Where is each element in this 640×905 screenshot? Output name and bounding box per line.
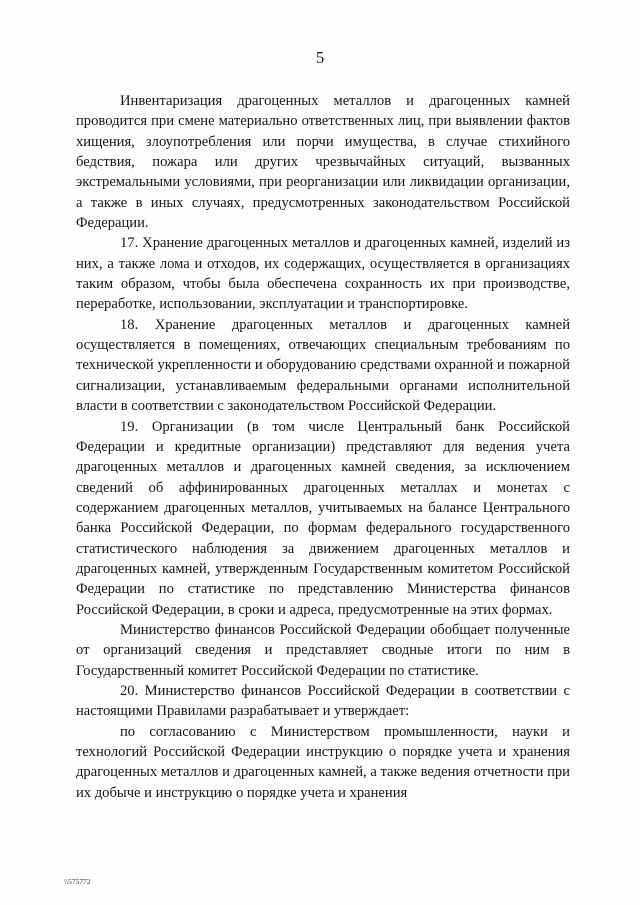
page-number: 5 bbox=[315, 48, 325, 67]
paragraph-17: 17. Хранение драгоценных металлов и драгоценных камней, изделий из них, а также лома и отходов, их содержащих, осуществляется в организациях таким образом, чтобы была обеспечена сохранность их при производстве, переработке, использовании, эксплуатации и транспортировке. bbox=[76, 235, 570, 313]
document-code: \\575772 bbox=[64, 877, 91, 886]
paragraph-19: 19. Организации (в том числе Центральный банк Российской Федерации и кредитные организации) представляют для ведения учета драгоценных металлов и драгоценных камней сведения, за исключением сведений об аффинированных драгоценных металлах и монетах с содержанием драгоценных металлов, учитываемых на балансе Центрального банка Российской Федерации, по формам федерального государственного статистического наблюдения за движением драгоценных металлов и драгоценных камней, утвержденным Государственным комитетом Российской Федерации по статистике по представлению Министерства финансов Российской Федерации, в сроки и адреса, предусмотренные на этих формах. bbox=[76, 418, 570, 618]
paragraph-ministry-summary: Министерство финансов Российской Федерации обобщает полученные от организаций сведения и представляет сводные итоги по ним в Государственный комитет Российской Федерации по статистике. bbox=[76, 621, 570, 679]
paragraph-20: 20. Министерство финансов Российской Федерации в соответствии с настоящими Правилами разрабатывает и утверждает: bbox=[76, 682, 570, 720]
paragraph-inventory: Инвентаризация драгоценных металлов и драгоценных камней проводится при смене материально ответственных лиц, при выявлении фактов хищения, злоупотребления или порчи имущества, в случае стихийного бедствия, пожара или других чрезвычайных ситуаций, вызванных экстремальными условиями, при реорганизации или ликвидации организации, а также в иных случаях, предусмотренных законодательством Российской Федерации. bbox=[76, 93, 570, 232]
paragraph-18: 18. Хранение драгоценных металлов и драгоценных камней осуществляется в помещениях, отвечающих специальным требованиям по технической укрепленности и оборудованию средствами охранной и пожарной сигнализации, устанавливаемым федеральными органами исполнительной власти в соответствии с законодательством Российской Федерации. bbox=[76, 316, 570, 415]
paragraph-20-item: по согласованию с Министерством промышленности, науки и технологий Российской Федерации инструкцию о порядке учета и хранения драгоценных металлов и драгоценных камней, а также ведения отчетности при их добыче и инструкцию о порядке учета и хранения bbox=[76, 723, 570, 801]
document-body bbox=[76, 91, 570, 803]
